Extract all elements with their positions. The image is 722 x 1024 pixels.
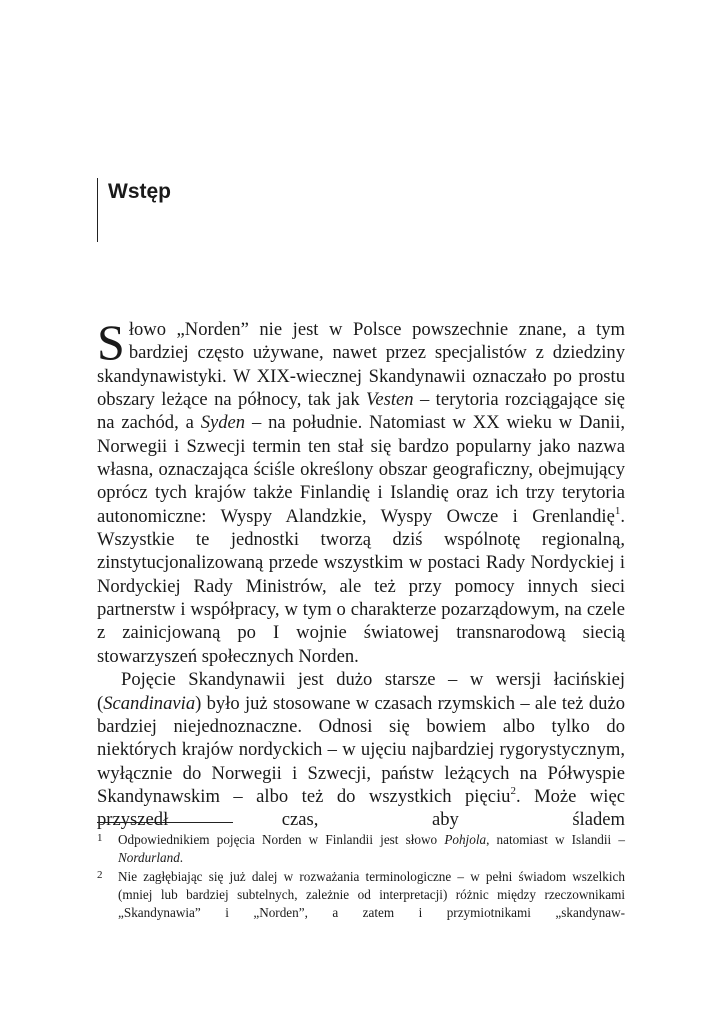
p2-text-3: . Może więc przyszedł czas, aby śladem — [97, 785, 625, 831]
p1-text-3: – na południe. Natomiast w XX wieku w Danii, Norwegii i Szwecji termin ten stał się bardzo popularny jako nazwa własna, oznaczająca ściśle określony obszar geograficzny, obejmujący oprócz tych krajów także Finlandię i Islandię oraz ich trzy terytoria autonomiczne: Wyspy Alandzkie, Wyspy Owcze i Grenlandię — [97, 412, 626, 527]
p1-italic-syden: Syden — [200, 412, 246, 434]
fn1-text-1: Odpowiednikiem pojęcia Norden w Finlandii jest słowo — [118, 832, 445, 847]
footnote-2 — [97, 868, 625, 922]
fn1-text-2: , natomiast w Islandii – — [486, 832, 625, 847]
fn1-italic-nordurland: Nordurland — [118, 850, 180, 865]
footnote-ref-1[interactable]: 1 — [614, 504, 621, 517]
footnote-ref-2[interactable]: 2 — [510, 784, 516, 797]
fn1-italic-pohjola: Pohjola — [444, 832, 487, 847]
body-text — [97, 314, 626, 832]
chapter-heading: Wstęp — [108, 180, 171, 203]
footnotes — [97, 831, 625, 923]
p1-text-4: . Wszystkie te jednostki tworzą dziś wspólnotę regionalną, zinstytucjonalizowaną przede wszystkim w postaci Rady Nordyckiej i Nordyckiej Rady Ministrów, ale też przy pomocy innych sieci partnerstw i współpracy, w tym o charakterze pozarządowym, na czele z zainicjowaną po I wojnie światowej transnarodową siecią stowarzyszeń społecznych Norden. — [97, 505, 625, 667]
heading-rule — [97, 178, 98, 242]
fn1-text-3: . — [179, 850, 184, 865]
p2-italic-scandinavia: Scandinavia — [103, 692, 196, 714]
footnote-rule — [97, 822, 233, 823]
drop-cap: S — [97, 314, 125, 370]
footnote-number: 2 — [97, 869, 103, 881]
footnote-number: 1 — [97, 832, 103, 844]
p1-italic-vesten: Vesten — [366, 389, 414, 411]
paragraph-2 — [97, 668, 625, 831]
p2-text-2: ) było już stosowane w czasach rzymskich – ale też dużo bardziej niejednoznaczne. Odnosi się bowiem albo tylko do niektórych krajów nordyckich – w ujęciu najbardziej rygorystycznym, wyłącznie do Norwegii i Szwecji, państw leżących na Półwyspie Skandynawskim – albo też do wszystkich pięciu — [97, 692, 625, 807]
p1-text-1: łowo „Norden” nie jest w Polsce powszechnie znane, a tym bardziej często używane, nawet przez specjalistów z dziedziny skandynawistyki. W XIX-wiecznej Skandynawii oznaczało po prostu obszary leżące na północy, tak jak — [97, 319, 625, 411]
paragraph-1 — [97, 314, 626, 668]
footnote-1 — [97, 831, 625, 867]
p2-text-1: Pojęcie Skandynawii jest dużo starsze – w wersji łacińskiej ( — [97, 669, 625, 714]
p1-text-2: – terytoria rozciągające się na zachód, a — [97, 389, 625, 434]
fn2-text: Nie zagłębiając się już dalej w rozważania terminologiczne – w pełni świadom wszelkich (mniej lub bardziej subtelnych, zależnie od interpretacji) różnic między rzeczownikami „Skandynawia” i „Norden”, a zatem i przymiotnikami „skandynaw- — [118, 869, 625, 920]
